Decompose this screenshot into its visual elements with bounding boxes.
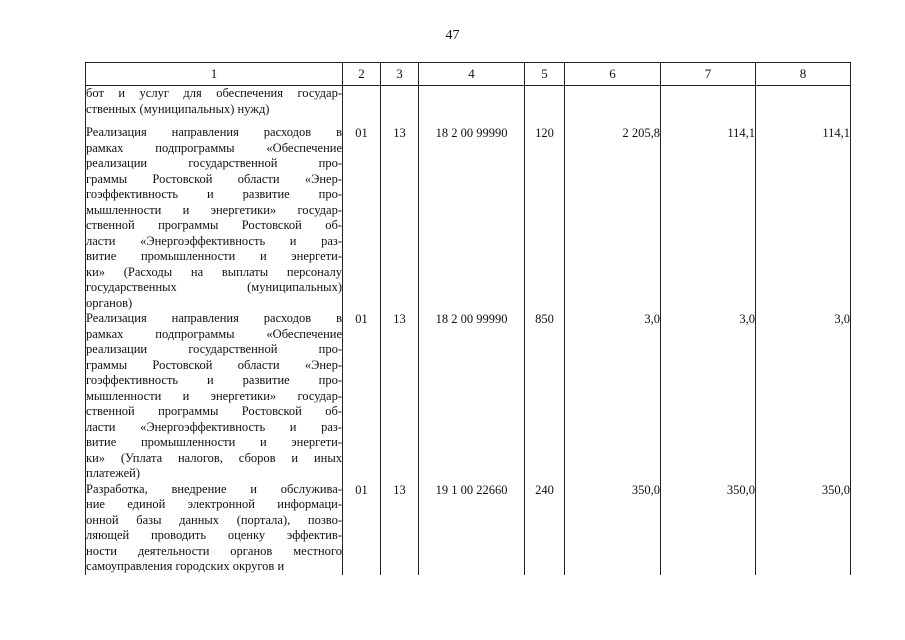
desc-line: реализации государственной про- <box>86 342 342 356</box>
row-expense-type: 240 <box>525 482 565 575</box>
desc-line: реализации государственной про- <box>86 156 342 170</box>
desc-line: органов) <box>86 295 133 310</box>
header-row <box>86 63 851 86</box>
desc-line: Разработка, внедрение и обслужива- <box>86 481 342 496</box>
desc-line: рамках подпрограммы «Обеспечение <box>86 326 342 341</box>
row-subsection-code: 13 <box>381 125 419 311</box>
row-target-article: 19 1 00 22660 <box>419 482 525 575</box>
table-row-continued <box>86 86 851 126</box>
row-amount-col7: 3,0 <box>661 311 756 482</box>
desc-line: Реализация направления расходов в <box>86 311 342 325</box>
continued-description <box>86 86 343 126</box>
row-expense-type: 850 <box>525 311 565 482</box>
desc-line: ственных (муниципальных) нужд) <box>86 101 270 116</box>
table-row <box>86 311 851 482</box>
row-target-article: 18 2 00 99990 <box>419 125 525 311</box>
desc-line: государственных (муниципальных) <box>86 280 342 294</box>
header-col-6: 6 <box>565 63 661 86</box>
row-amount-col6: 350,0 <box>565 482 661 575</box>
header-col-1: 1 <box>86 63 343 86</box>
desc-line: граммы Ростовской области «Энер- <box>86 357 342 372</box>
row-amount-col8: 350,0 <box>756 482 851 575</box>
desc-line: гоэффективность и развитие про- <box>86 373 342 387</box>
row-target-article: 18 2 00 99990 <box>419 311 525 482</box>
desc-line: ки» (Расходы на выплаты персоналу <box>86 264 342 279</box>
table-row <box>86 482 851 575</box>
desc-line: гоэффективность и развитие про- <box>86 187 342 201</box>
row-description <box>86 125 343 311</box>
table-row <box>86 125 851 311</box>
row-description <box>86 482 343 575</box>
desc-line: ляющей проводить оценку эффектив- <box>86 528 342 542</box>
desc-line: ласти «Энергоэффективность и раз- <box>86 233 342 248</box>
row-amount-col7: 114,1 <box>661 125 756 311</box>
desc-line: витие промышленности и энергети- <box>86 435 342 449</box>
desc-line: ки» (Уплата налогов, сборов и иных <box>86 450 342 465</box>
desc-line: ственной программы Ростовской об- <box>86 404 342 418</box>
row-section-code: 01 <box>343 125 381 311</box>
row-subsection-code: 13 <box>381 311 419 482</box>
desc-line: ние единой электронной информаци- <box>86 497 342 511</box>
budget-table <box>85 62 851 575</box>
desc-line: мышленности и энергетики» государ- <box>86 202 342 217</box>
desc-line: ласти «Энергоэффективность и раз- <box>86 419 342 434</box>
desc-line: ности деятельности органов местного <box>86 543 342 558</box>
row-amount-col8: 114,1 <box>756 125 851 311</box>
row-amount-col8: 3,0 <box>756 311 851 482</box>
desc-line: самоуправления городских округов и <box>86 559 285 573</box>
desc-line: Реализация направления расходов в <box>86 125 342 139</box>
header-col-5: 5 <box>525 63 565 86</box>
desc-lines <box>86 311 342 482</box>
header-col-3: 3 <box>381 63 419 86</box>
desc-line: ственной программы Ростовской об- <box>86 218 342 232</box>
header-col-7: 7 <box>661 63 756 86</box>
header-col-2: 2 <box>343 63 381 86</box>
row-amount-col6: 2 205,8 <box>565 125 661 311</box>
desc-line: рамках подпрограммы «Обеспечение <box>86 140 342 155</box>
header-col-8: 8 <box>756 63 851 86</box>
desc-lines <box>86 482 342 575</box>
desc-line: платежей) <box>86 466 141 480</box>
desc-line: витие промышленности и энергети- <box>86 249 342 263</box>
row-amount-col7: 350,0 <box>661 482 756 575</box>
row-section-code: 01 <box>343 482 381 575</box>
header-col-4: 4 <box>419 63 525 86</box>
page-number: 47 <box>445 28 460 43</box>
desc-lines <box>86 125 342 311</box>
desc-line: онной базы данных (портала), позво- <box>86 512 342 527</box>
row-expense-type: 120 <box>525 125 565 311</box>
desc-line: мышленности и энергетики» государ- <box>86 388 342 403</box>
row-subsection-code: 13 <box>381 482 419 575</box>
row-section-code: 01 <box>343 311 381 482</box>
row-amount-col6: 3,0 <box>565 311 661 482</box>
desc-line: граммы Ростовской области «Энер- <box>86 171 342 186</box>
row-description <box>86 311 343 482</box>
desc-line: бот и услуг для обеспечения государ- <box>86 86 342 100</box>
